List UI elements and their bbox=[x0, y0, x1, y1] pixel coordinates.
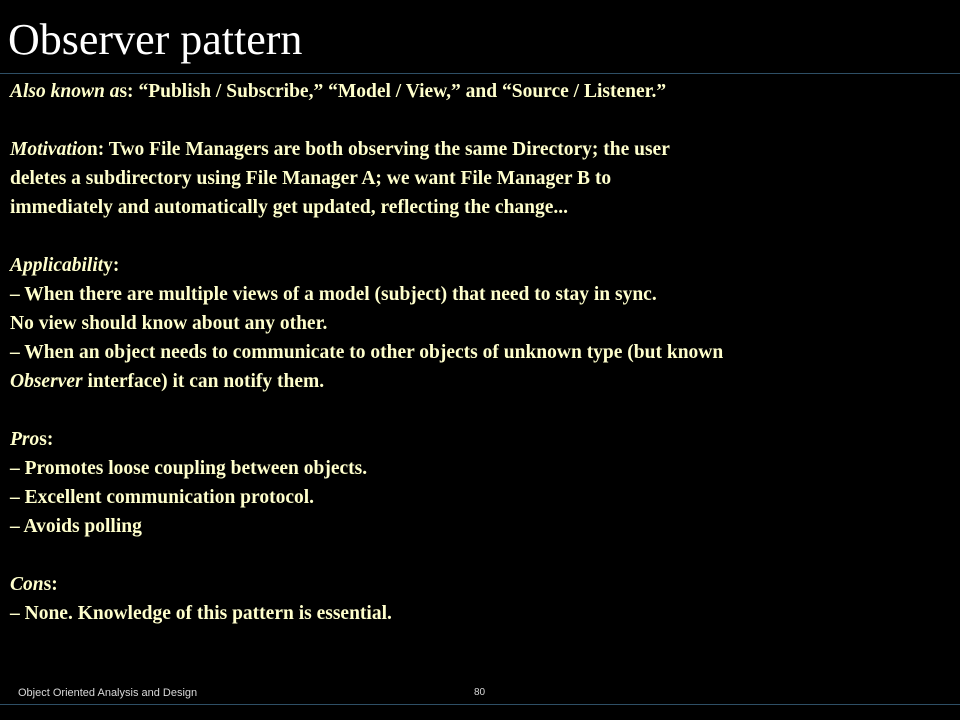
spacer bbox=[10, 541, 950, 570]
footer-course: Object Oriented Analysis and Design bbox=[18, 687, 198, 699]
pros-item: – Promotes loose coupling between objects. bbox=[10, 458, 368, 479]
spacer bbox=[10, 106, 950, 135]
aka-label-italic: Also known a bbox=[10, 81, 120, 102]
title-divider bbox=[0, 73, 960, 74]
applicability-label-italic: Applicabilit bbox=[10, 255, 104, 276]
slide-title: Observer pattern bbox=[8, 15, 303, 64]
pros-heading bbox=[10, 425, 950, 454]
pros-label-rest: s: bbox=[39, 429, 54, 450]
slide-body bbox=[10, 77, 950, 628]
observer-term: Observer bbox=[10, 371, 83, 392]
cons-heading bbox=[10, 570, 950, 599]
pros-item: – Avoids polling bbox=[10, 516, 142, 537]
motivation-line bbox=[10, 135, 950, 164]
applicability-line bbox=[10, 367, 950, 396]
page-number: 80 bbox=[474, 687, 486, 698]
applicability-line: No view should know about any other. bbox=[10, 313, 328, 334]
applicability-heading bbox=[10, 251, 950, 280]
motivation-line: deletes a subdirectory using File Manager A; we want File Manager B to bbox=[10, 168, 612, 189]
footer-divider bbox=[0, 704, 960, 705]
applicability-label-rest: y: bbox=[103, 255, 120, 276]
pros-label-italic: Pro bbox=[10, 429, 40, 450]
pros-item: – Excellent communication protocol. bbox=[10, 487, 315, 508]
applicability-line: – When an object needs to communicate to other objects of unknown type (but known bbox=[10, 342, 724, 363]
motivation-line: immediately and automatically get updated, reflecting the change... bbox=[10, 197, 569, 218]
spacer bbox=[10, 396, 950, 425]
cons-label-italic: Con bbox=[10, 574, 44, 595]
aka-text: “Publish / Subscribe,” “Model / View,” and “Source / Listener.” bbox=[138, 81, 667, 102]
motivation-label-italic: Motivatio bbox=[10, 139, 87, 160]
cons-label-rest: s: bbox=[43, 574, 58, 595]
applicability-line-rest: interface) it can notify them. bbox=[82, 371, 325, 392]
spacer bbox=[10, 222, 950, 251]
aka-label-rest: s: bbox=[119, 81, 139, 102]
aka-line bbox=[10, 77, 950, 106]
applicability-line: – When there are multiple views of a model (subject) that need to stay in sync. bbox=[10, 284, 657, 305]
motivation-text: Two File Managers are both observing the same Directory; the user bbox=[108, 139, 670, 160]
motivation-label-rest: n: bbox=[86, 139, 109, 160]
cons-item: – None. Knowledge of this pattern is essential. bbox=[10, 603, 392, 624]
